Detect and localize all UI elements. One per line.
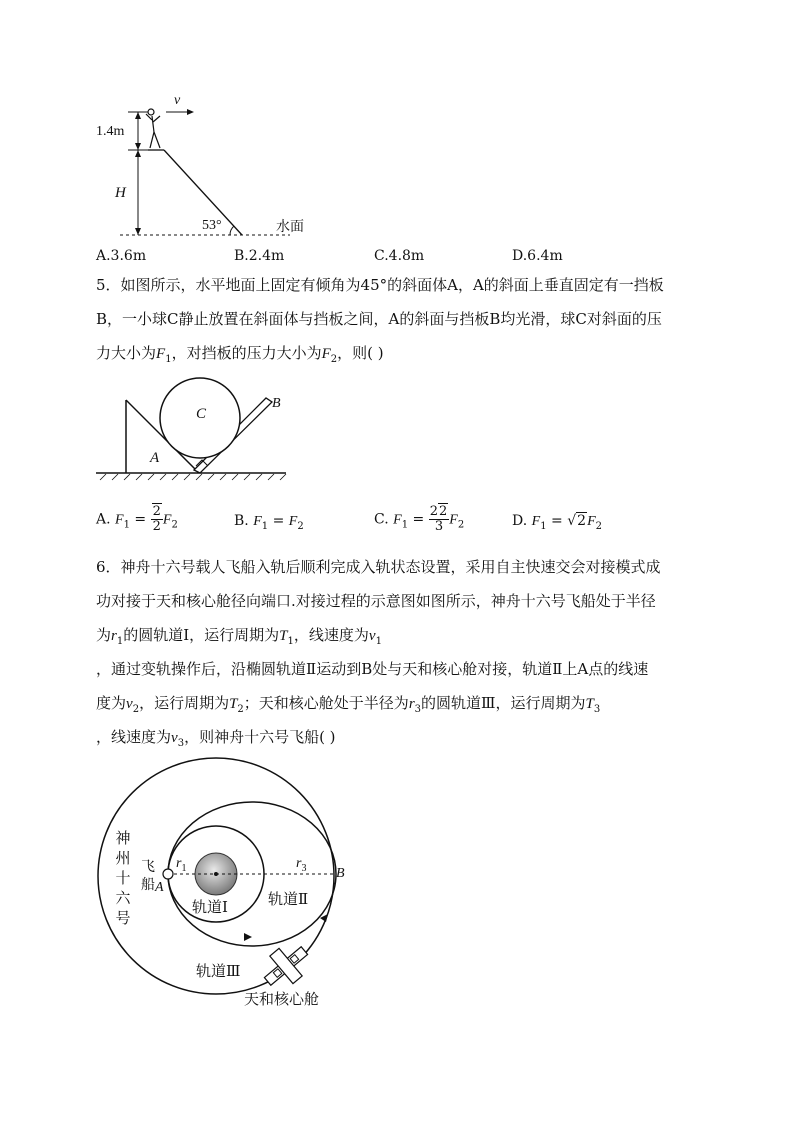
q6-line-3: 为$r_1$的圆轨道Ⅰ，运行周期为$T_1$，线速度为$v_1$ bbox=[96, 626, 382, 647]
station-label: 天和核心舱 bbox=[244, 990, 320, 1008]
q6-line-4: ，通过变轨操作后，沿椭圆轨道Ⅱ运动到B处与天和核心舱对接，轨道Ⅱ上A点的线速 bbox=[96, 660, 649, 678]
q6-line-6: ，线速度为$v_3$，则神舟十六号飞船( ) bbox=[96, 728, 336, 749]
q5-line-2: B，一小球C静止放置在斜面体与挡板之间，A的斜面与挡板B均光滑，球C对斜面的压 bbox=[96, 310, 662, 328]
orbit-3-label: 轨道Ⅲ bbox=[196, 962, 241, 980]
board-label: B bbox=[272, 396, 281, 411]
q5-options bbox=[96, 503, 716, 543]
block-label: A bbox=[150, 450, 160, 466]
option-D[interactable]: D. $F_1 = √2F_2$ bbox=[512, 513, 602, 532]
ball-label: C bbox=[196, 406, 207, 422]
height-label: 1.4m bbox=[96, 124, 125, 139]
q6-line-5: 度为$v_2$，运行周期为$T_2$；天和核心舱处于半径为$r_3$的圆轨道Ⅲ，运行周期为$T_3$ bbox=[96, 694, 601, 715]
option-C[interactable]: C. $F_1$ = $\frac{22}{3}$ $F_2$ bbox=[374, 504, 465, 534]
q6-line-1: 6．神舟十六号载人飞船入轨后顺利完成入轨状态设置，采用自主快速交会对接模式成 bbox=[96, 558, 661, 576]
q5-line-3: 力大小为$F_1$，对挡板的压力大小为$F_2$，则( ) bbox=[96, 344, 384, 365]
orbit-2-label: 轨道Ⅱ bbox=[268, 890, 309, 908]
option-C[interactable]: C.4.8m bbox=[374, 248, 425, 264]
r3-label: $r_3$ bbox=[296, 856, 307, 874]
option-B[interactable]: B.2.4m bbox=[234, 248, 285, 264]
r1-label: $r_1$ bbox=[176, 856, 187, 874]
q6-line-2: 功对接于天和核心舱径向端口.对接过程的示意图如图所示，神舟十六号飞船处于半径 bbox=[96, 592, 656, 610]
point-A-label: A bbox=[155, 880, 164, 895]
velocity-label: v bbox=[174, 93, 181, 108]
point-B-label: B bbox=[336, 866, 345, 881]
ship-name-vertical: 神州十六号 bbox=[115, 829, 131, 927]
ship-label: 飞船 bbox=[141, 859, 155, 893]
water-label: 水面 bbox=[276, 219, 304, 235]
H-label: H bbox=[115, 185, 126, 201]
q5-line-1: 5．如图所示，水平地面上固定有倾角为45°的斜面体A，A的斜面上垂直固定有一挡板 bbox=[96, 276, 664, 294]
orbit-1-label: 轨道Ⅰ bbox=[192, 898, 228, 916]
option-B[interactable]: B. $F_1 = F_2$ bbox=[234, 513, 304, 532]
angle-label: 53° bbox=[202, 218, 222, 233]
ball-board-figure bbox=[96, 370, 296, 482]
option-A[interactable]: A.3.6m bbox=[96, 248, 147, 264]
option-D[interactable]: D.6.4m bbox=[512, 248, 563, 264]
option-A[interactable]: A. $F_1$ = $\frac{2}{2}$ $F_2$ bbox=[96, 504, 178, 534]
